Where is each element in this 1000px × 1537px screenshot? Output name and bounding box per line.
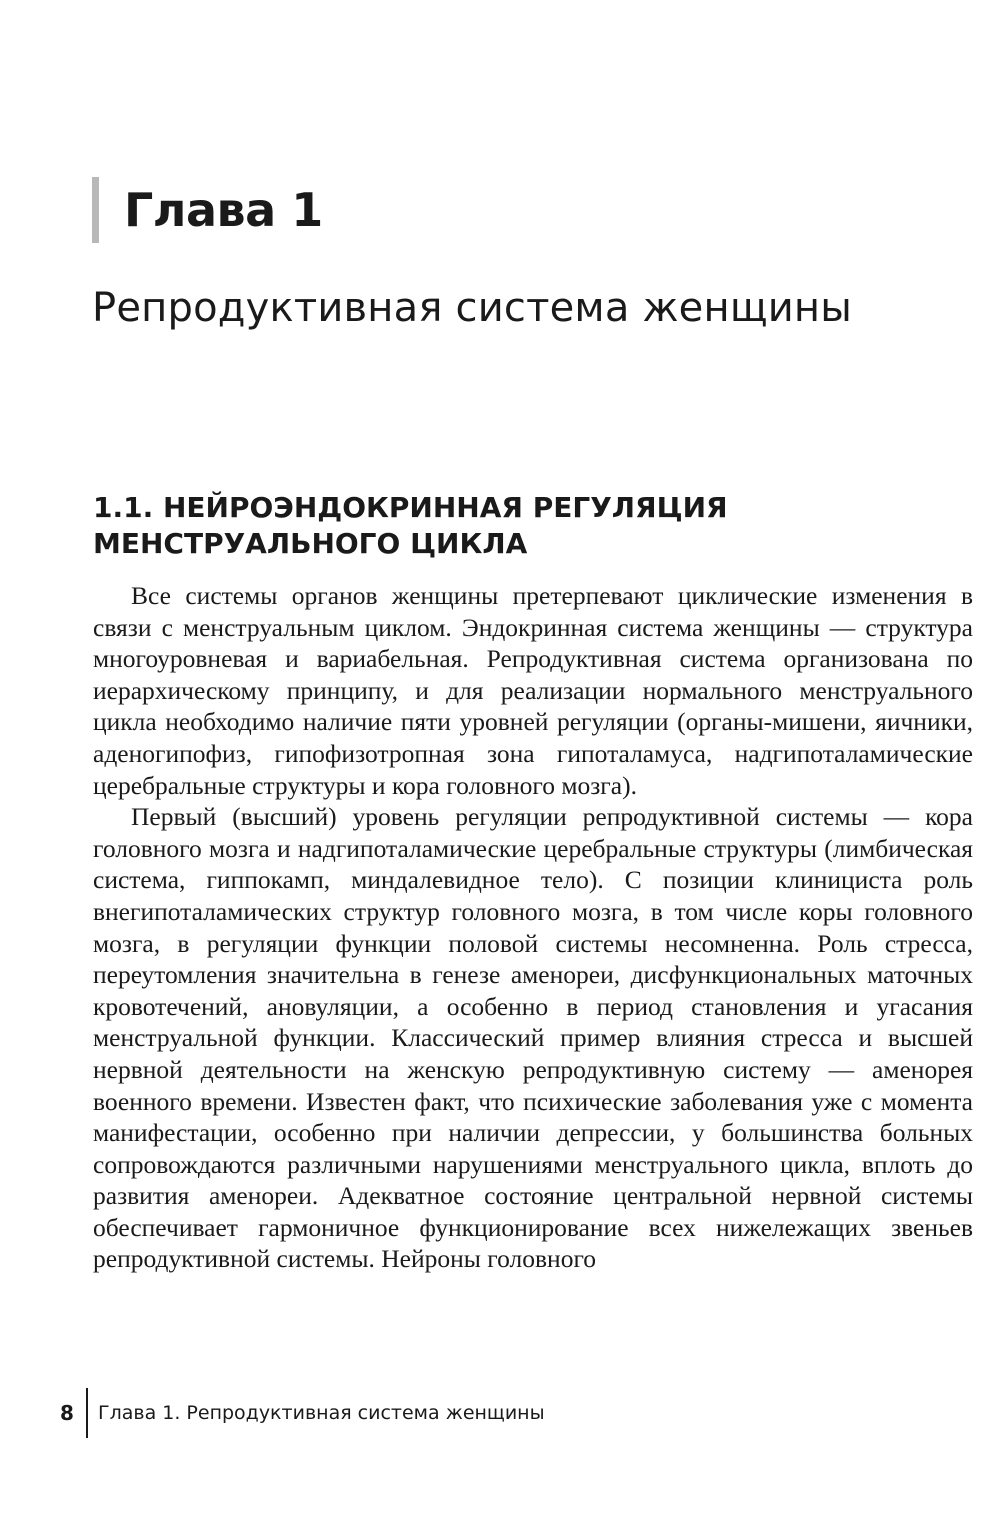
- page-number: 8: [60, 1401, 74, 1425]
- footer-divider: [86, 1388, 88, 1438]
- running-title: Глава 1. Репродуктивная система женщины: [98, 1402, 545, 1424]
- chapter-header: [92, 176, 323, 244]
- chapter-title: Репродуктивная система женщины: [92, 285, 853, 331]
- chapter-label: Глава 1: [124, 183, 323, 237]
- paragraph: Все системы органов женщины претерпевают циклические изменения в связи с менструальным циклом. Эндокринная система женщины — структура многоуровневая и вариабельная. Репродуктивная система организована по иерархическому принципу, и для реализации нормального менструального цикла необходимо наличие пяти уровней регуляции (органы-мишени, яичники, аденогипофиз, гипофизотропная зона гипоталамуса, надгипоталамические церебральные структуры и кора головного мозга).: [93, 581, 973, 800]
- chapter-accent-bar: [92, 177, 99, 243]
- paragraph: Первый (высший) уровень регуляции репродуктивной системы — кора головного мозга и надгипоталамические церебральные структуры (лимбическая система, гиппокамп, миндалевидное тело). С позиции клинициста роль внегипоталамических структур головного мозга, в том числе коры головного мозга, в регуляции функции половой системы несомненна. Роль стресса, переутомления значительна в генезе аменореи, дисфункциональных маточных кровотечений, ановуляции, а особенно в период становления и угасания менструальной функции. Классический пример влияния стресса и высшей нервной деятельности на женскую репродуктивную систему — аменорея военного времени. Известен факт, что психические заболевания уже с момента манифестации, особенно при наличии депрессии, у большинства больных сопровождаются различными нарушениями менструального цикла, вплоть до развития аменореи. Адекватное состояние центральной нервной системы обеспечивает гармоничное функционирование всех нижележащих звеньев репродуктивной системы. Нейроны головного: [93, 802, 973, 1274]
- page-footer: [60, 1388, 545, 1438]
- section-heading: 1.1. НЕЙРОЭНДОКРИННАЯ РЕГУЛЯЦИЯ МЕНСТРУАЛЬНОГО ЦИКЛА: [93, 491, 728, 560]
- body-text: [93, 580, 973, 1275]
